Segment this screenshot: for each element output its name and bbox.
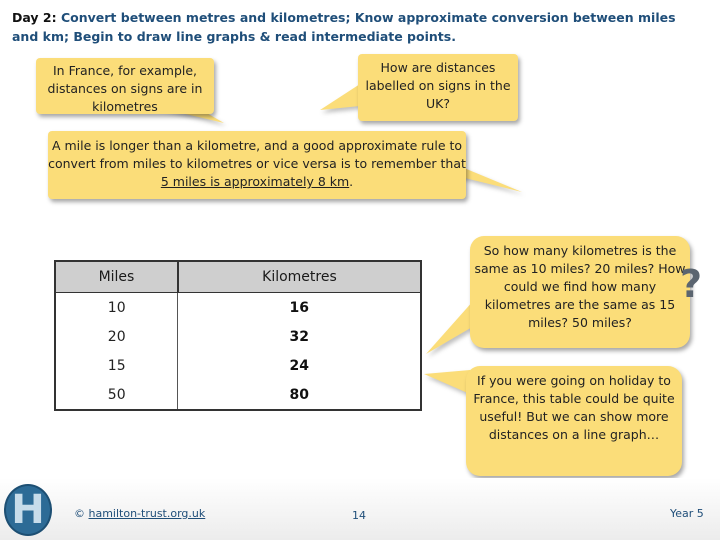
conversion-table	[54, 260, 422, 411]
table-row	[55, 351, 421, 380]
page-number: 14	[352, 509, 366, 522]
france-text: In France, for example, distances on signs are in kilometres	[47, 63, 203, 114]
speech-bubble-question	[470, 236, 690, 348]
speech-bubble-rule	[48, 131, 466, 199]
table-row	[55, 380, 421, 410]
rule-end: .	[349, 174, 354, 189]
rule-key-fact: 5 miles is approximately 8 km	[160, 174, 350, 189]
speech-tail-holiday	[424, 368, 472, 398]
holiday-text: If you were going on holiday to France, this table could be quite useful! But we can show more distances on a line graph…	[473, 373, 675, 442]
header-miles: Miles	[55, 261, 178, 293]
cell-kilometres: 24	[178, 351, 421, 380]
uk-text: How are distances labelled on signs in the UK?	[365, 60, 511, 111]
copyright	[74, 507, 205, 520]
question-text: So how many kilometres is the same as 10 miles? 20 miles? How could we find how many kilometres are the same as 15 miles? 50 miles?	[474, 243, 686, 330]
cell-miles: 15	[55, 351, 178, 380]
table-row	[55, 293, 421, 323]
rule-text: A mile is longer than a kilometre, and a good approximate rule to convert from miles to kilometres or vice versa is to remember that	[48, 138, 466, 171]
hamilton-logo	[4, 484, 52, 536]
cell-kilometres: 80	[178, 380, 421, 410]
speech-bubble-france	[36, 58, 214, 114]
speech-bubble-uk	[358, 54, 518, 121]
cell-kilometres: 32	[178, 322, 421, 351]
header-kilometres: Kilometres	[178, 261, 421, 293]
cell-miles: 10	[55, 293, 178, 323]
cell-miles: 50	[55, 380, 178, 410]
cell-miles: 20	[55, 322, 178, 351]
table-header-row	[55, 261, 421, 293]
website-link[interactable]: hamilton-trust.org.uk	[88, 507, 206, 520]
year-label: Year 5	[670, 507, 704, 520]
page-title	[12, 8, 702, 46]
speech-bubble-holiday	[466, 366, 682, 476]
table-row	[55, 322, 421, 351]
speech-tail-question	[426, 300, 476, 356]
copyright-symbol: ©	[74, 507, 85, 520]
title-text: Convert between metres and kilometres; Know approximate conversion between miles and km; Begin to draw line graphs & read intermediate points.	[12, 10, 676, 44]
logo-letter: H	[11, 487, 45, 533]
title-prefix: Day 2:	[12, 10, 57, 25]
cell-kilometres: 16	[178, 293, 421, 323]
question-mark-icon: ?	[680, 262, 703, 306]
